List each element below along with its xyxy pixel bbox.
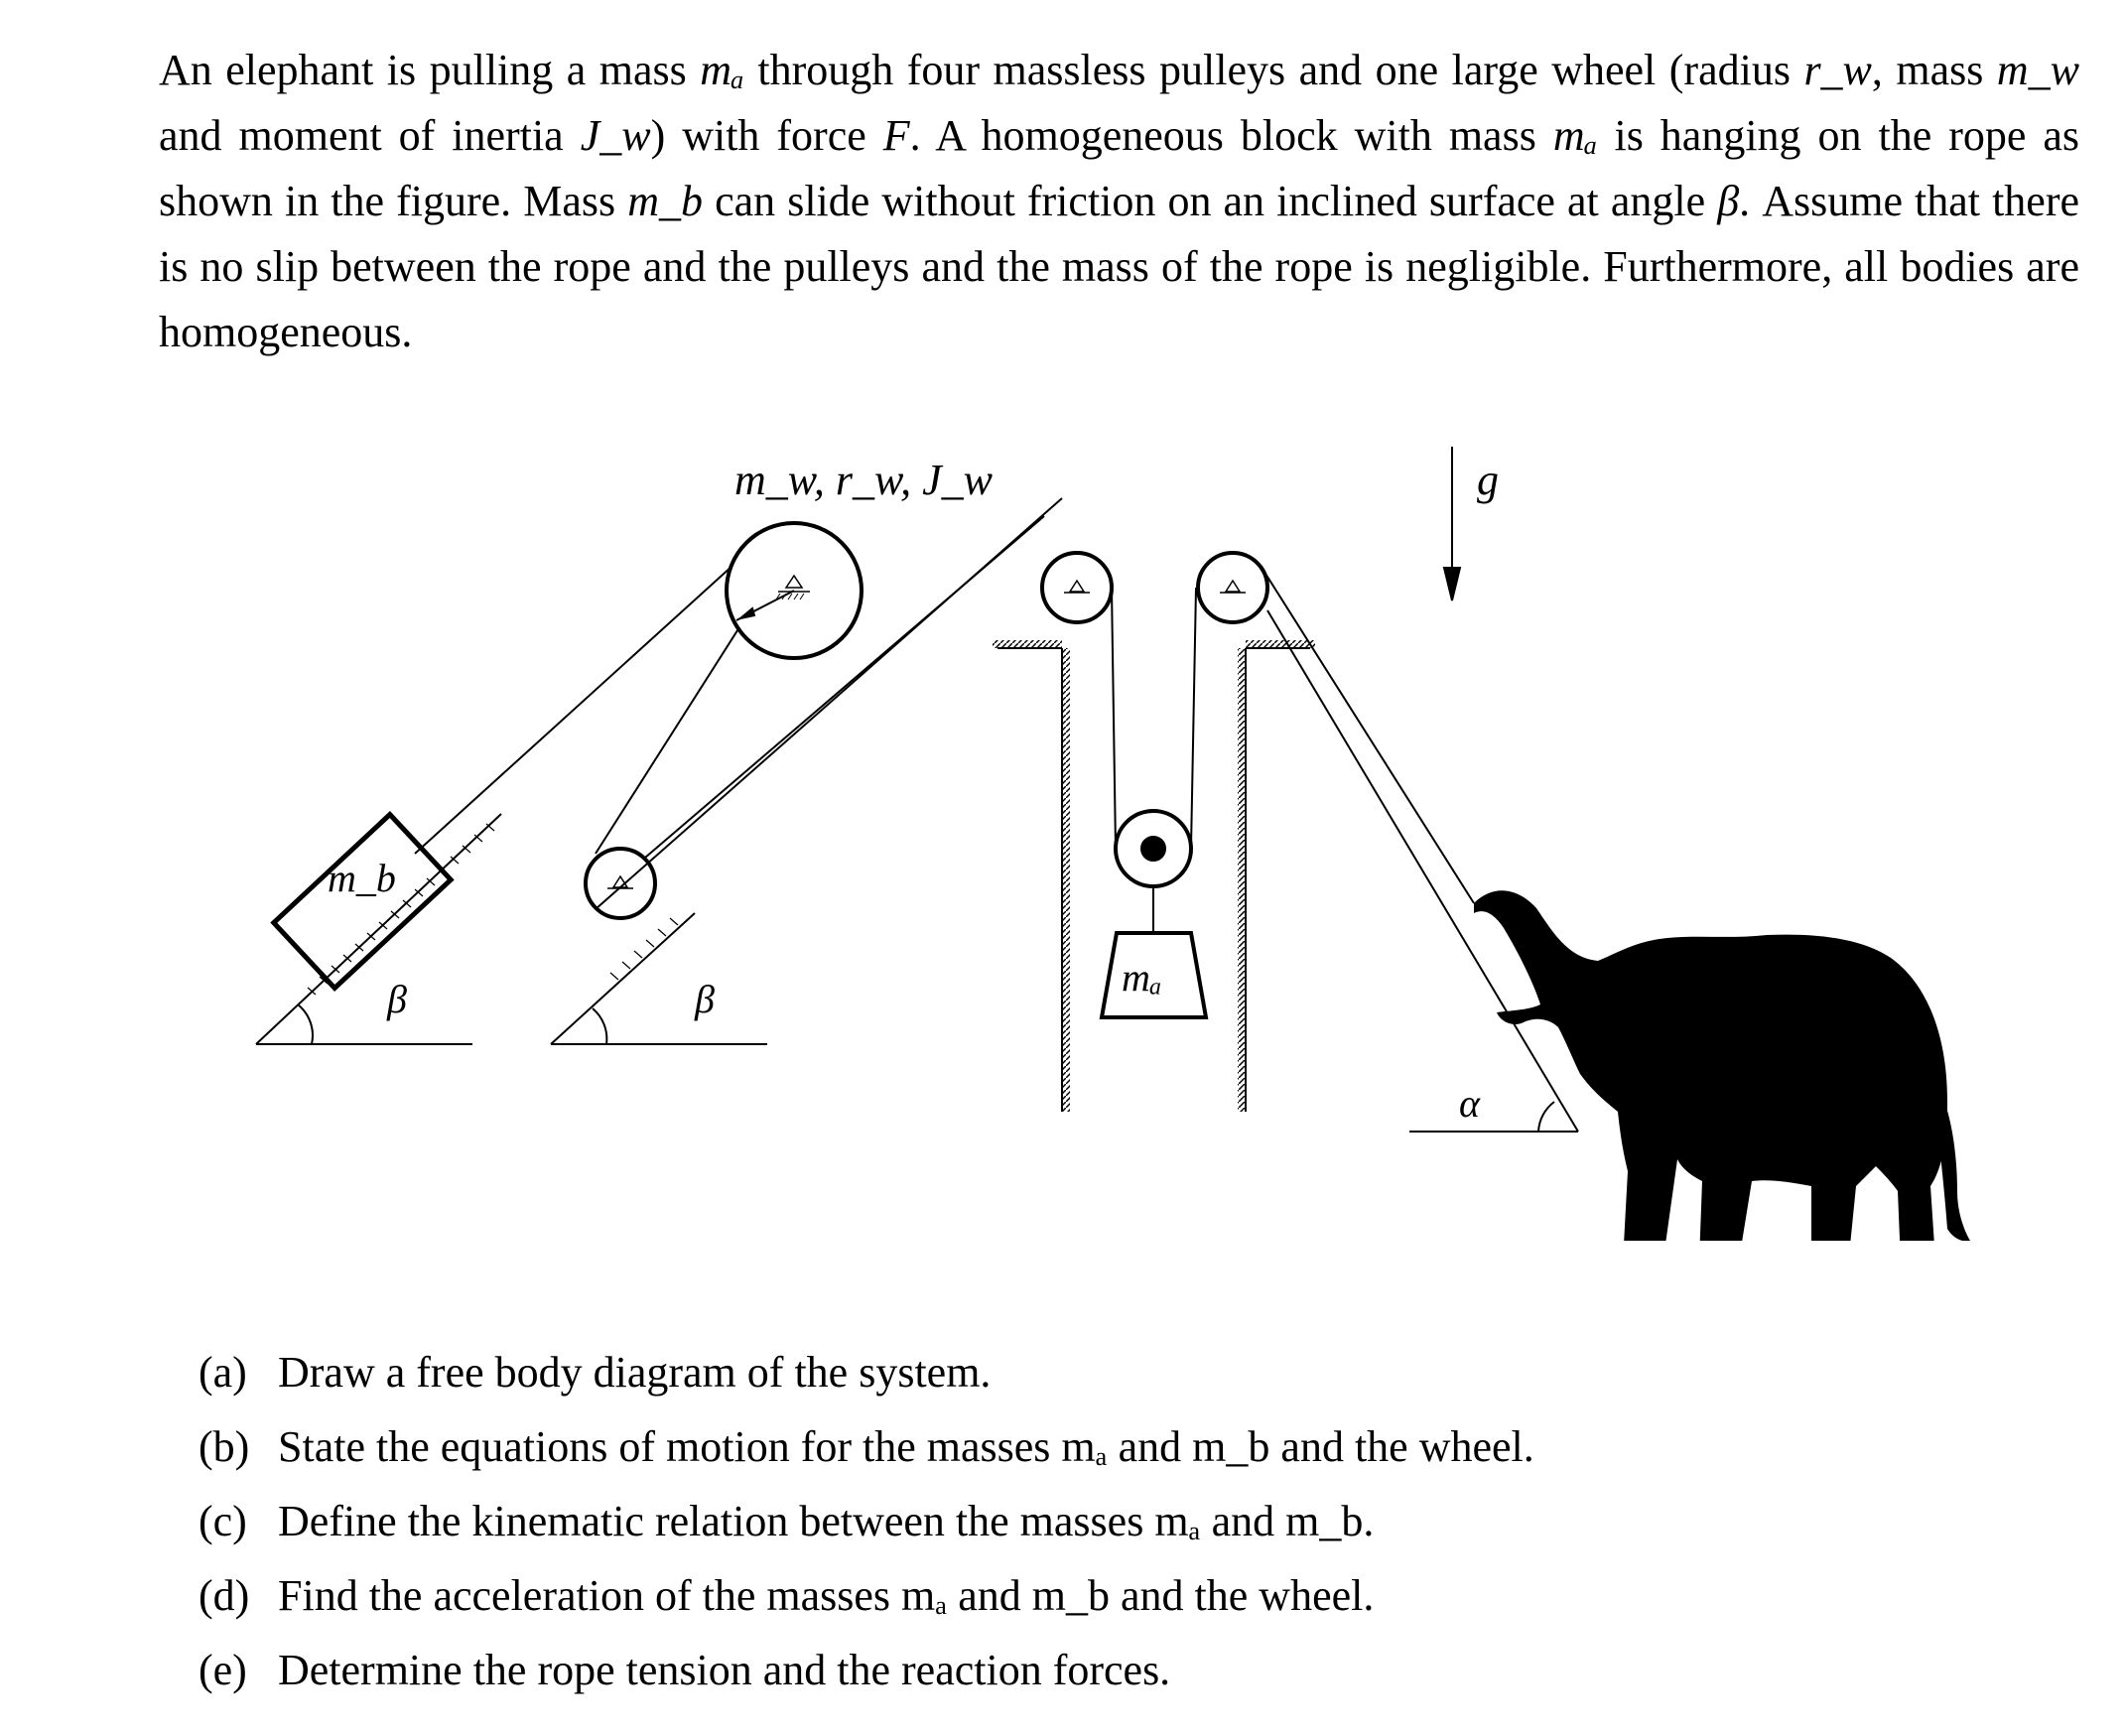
intro-text-8: can slide without friction on an inclined surface at angle (715, 177, 1706, 225)
question-d (199, 1558, 1534, 1633)
hanging-pulley (1116, 811, 1191, 933)
question-c (199, 1484, 1534, 1558)
intro-text-6: . A homogeneous block with mass (909, 111, 1536, 160)
question-e-text: Determine the rope tension and the reaction forces. (278, 1646, 1171, 1694)
elephant-icon (1474, 890, 1970, 1241)
pulley-system-figure (0, 417, 2126, 1241)
label-ma: mₐ (1122, 955, 1162, 1000)
label-g: g (1477, 456, 1499, 504)
intro-text-4: and moment of inertia (159, 111, 564, 160)
question-b-text: State the equations of motion for the masses mₐ and m_b and the wheel. (278, 1422, 1534, 1471)
question-a (199, 1335, 1534, 1409)
question-b (199, 1409, 1534, 1484)
top-pulley-2 (1198, 553, 1267, 622)
label-mb: m_b (328, 856, 396, 900)
gravity-arrow (1444, 447, 1460, 601)
symbol-ma: mₐ (700, 46, 744, 94)
label-beta-left: β (387, 977, 407, 1021)
rope-down-left (1112, 588, 1116, 849)
question-c-text: Define the kinematic relation between the masses mₐ and m_b. (278, 1497, 1375, 1545)
symbol-rw: r_w (1803, 46, 1872, 94)
question-d-text: Find the acceleration of the masses mₐ and m_b and the wheel. (278, 1571, 1375, 1620)
intro-text-7: is hanging on the rope as shown in the figure. Mass (159, 111, 2080, 225)
large-wheel (727, 523, 862, 658)
question-a-text: Draw a free body diagram of the system. (278, 1348, 992, 1397)
rope-upper (645, 516, 1044, 858)
label-mw-rw-jw: m_w, r_w, J_w (734, 456, 993, 504)
alpha-arc (1538, 1102, 1554, 1132)
symbol-jw: J_w (580, 111, 651, 160)
question-d-label: (d) (199, 1571, 250, 1620)
intro-text-2: through four massless pulleys and one large wheel (radius (757, 46, 1791, 94)
question-e-label: (e) (199, 1646, 247, 1694)
symbol-mb: m_b (627, 177, 703, 225)
symbol-beta: β (1717, 177, 1740, 225)
question-b-label: (b) (199, 1422, 250, 1471)
block-mb (274, 815, 451, 989)
intro-text-1: An elephant is pulling a mass (159, 46, 687, 94)
symbol-ma-2: mₐ (1552, 111, 1598, 160)
label-alpha: α (1459, 1081, 1480, 1126)
left-wall (993, 640, 1070, 1112)
right-wall (1238, 640, 1315, 1112)
label-beta-right: β (695, 977, 715, 1021)
question-list (199, 1335, 1534, 1707)
intro-text-5: ) with force (650, 111, 866, 160)
problem-statement (159, 38, 2079, 365)
left-incline (256, 814, 501, 1044)
symbol-f: F (882, 111, 910, 160)
rope-to-trunk (1261, 566, 1474, 903)
rope-down-right (1191, 588, 1196, 849)
rope-to-ground (1267, 610, 1578, 1132)
symbol-mw: m_w (1996, 46, 2080, 94)
top-pulley-1 (1042, 553, 1112, 622)
question-e (199, 1633, 1534, 1707)
intro-text-9: . Assume that there is no slip between the rope and the pulleys and the mass of the rope is negligible. Furthermore, all bodies are homogeneous. (159, 177, 2080, 356)
right-incline (551, 913, 767, 1044)
question-c-label: (c) (199, 1497, 247, 1545)
rope-wheel-small-pulley (596, 627, 739, 854)
question-a-label: (a) (199, 1348, 247, 1397)
rope-block-wheel (415, 566, 732, 854)
intro-text-3: , mass (1871, 46, 1984, 94)
